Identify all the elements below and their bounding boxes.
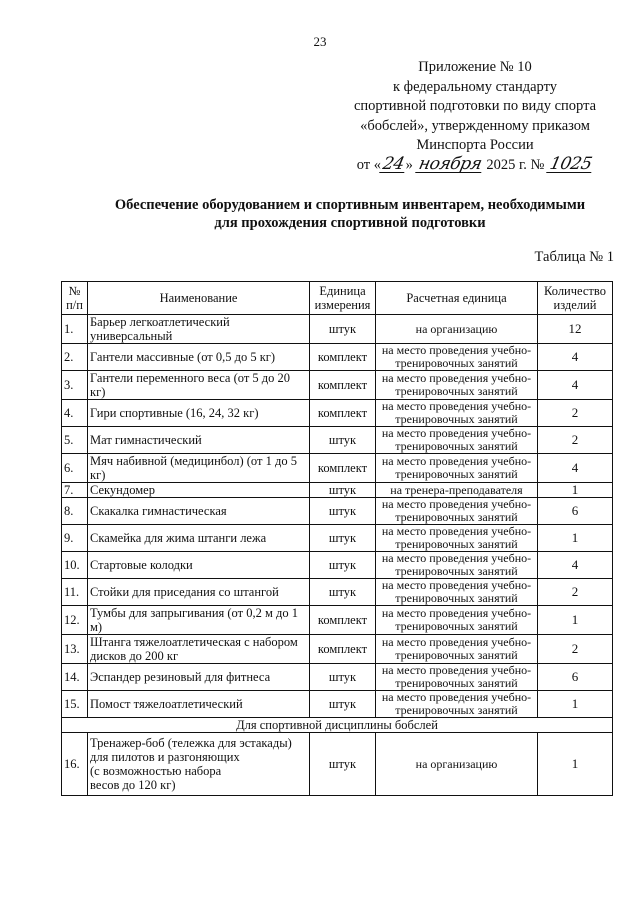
cell-name: Стойки для приседания со штангой xyxy=(88,579,310,606)
cell-calc: на место проведения учебно-тренировочных занятий xyxy=(376,525,538,552)
table-header-row xyxy=(62,282,613,315)
appendix-header xyxy=(330,58,620,175)
table-row xyxy=(62,315,613,344)
cell-num: 3. xyxy=(62,371,88,400)
cell-unit: комплект xyxy=(310,400,376,427)
table-row xyxy=(62,483,613,498)
cell-qty: 1 xyxy=(538,525,613,552)
cell-calc: на место проведения учебно-тренировочных занятий xyxy=(376,664,538,691)
cell-qty: 1 xyxy=(538,606,613,635)
cell-num: 10. xyxy=(62,552,88,579)
table-row xyxy=(62,371,613,400)
cell-name: Секундомер xyxy=(88,483,310,498)
cell-unit: штук xyxy=(310,579,376,606)
cell-name-line: для пилотов и разгоняющих xyxy=(90,750,240,764)
cell-name-line: Тренажер-боб (тележка для эстакады) xyxy=(90,736,292,750)
cell-calc: на место проведения учебно-тренировочных занятий xyxy=(376,454,538,483)
header-qty: Количество изделий xyxy=(538,282,613,315)
table-row xyxy=(62,427,613,454)
appendix-line: Минспорта России xyxy=(416,137,534,153)
appendix-line: Приложение № 10 xyxy=(418,59,532,75)
document-title xyxy=(60,196,640,232)
cell-num: 4. xyxy=(62,400,88,427)
cell-num: 8. xyxy=(62,498,88,525)
cell-name: Помост тяжелоатлетический xyxy=(88,691,310,718)
table-row xyxy=(62,733,613,796)
cell-name: Тумбы для запрыгивания (от 0,2 м до 1 м) xyxy=(88,606,310,635)
handwritten-day: 24 xyxy=(380,153,406,174)
cell-unit: комплект xyxy=(310,606,376,635)
cell-unit: комплект xyxy=(310,344,376,371)
handwritten-order-number: 1025 xyxy=(547,153,594,174)
cell-qty: 1 xyxy=(538,691,613,718)
equipment-table xyxy=(61,281,613,796)
cell-qty: 1 xyxy=(538,733,613,796)
cell-qty: 6 xyxy=(538,664,613,691)
cell-unit: комплект xyxy=(310,371,376,400)
cell-qty: 1 xyxy=(538,483,613,498)
appendix-line: «бобслей», утвержденному приказом xyxy=(360,117,590,134)
header-num: № п/п xyxy=(62,282,88,315)
cell-calc: на место проведения учебно-тренировочных занятий xyxy=(376,691,538,718)
cell-qty: 2 xyxy=(538,427,613,454)
cell-qty: 4 xyxy=(538,344,613,371)
cell-qty: 4 xyxy=(538,552,613,579)
cell-name: Гантели переменного веса (от 5 до 20 кг) xyxy=(88,371,310,400)
date-year: 2025 г. № xyxy=(486,156,545,173)
cell-calc: на место проведения учебно-тренировочных занятий xyxy=(376,552,538,579)
appendix-line: к федеральному стандарту xyxy=(393,78,557,95)
cell-num: 1. xyxy=(62,315,88,344)
cell-num: 12. xyxy=(62,606,88,635)
cell-name: Барьер легкоатлетический универсальный xyxy=(88,315,310,344)
cell-qty: 4 xyxy=(538,371,613,400)
cell-name: Скамейка для жима штанги лежа xyxy=(88,525,310,552)
cell-qty: 4 xyxy=(538,454,613,483)
cell-qty: 6 xyxy=(538,498,613,525)
cell-num: 14. xyxy=(62,664,88,691)
cell-qty: 2 xyxy=(538,635,613,664)
cell-qty: 12 xyxy=(538,315,613,344)
cell-num: 6. xyxy=(62,454,88,483)
cell-unit: штук xyxy=(310,483,376,498)
cell-qty: 2 xyxy=(538,579,613,606)
table-row xyxy=(62,664,613,691)
section-row xyxy=(62,718,613,733)
cell-unit: штук xyxy=(310,315,376,344)
cell-calc: на место проведения учебно-тренировочных занятий xyxy=(376,498,538,525)
handwritten-month: ноября xyxy=(416,153,483,174)
cell-unit: комплект xyxy=(310,635,376,664)
cell-num: 11. xyxy=(62,579,88,606)
cell-num: 7. xyxy=(62,483,88,498)
cell-calc: на место проведения учебно-тренировочных занятий xyxy=(376,400,538,427)
cell-unit: штук xyxy=(310,691,376,718)
table-row xyxy=(62,552,613,579)
cell-calc: на место проведения учебно-тренировочных занятий xyxy=(376,344,538,371)
cell-name: Скакалка гимнастическая xyxy=(88,498,310,525)
cell-num: 5. xyxy=(62,427,88,454)
cell-num: 16. xyxy=(62,733,88,796)
cell-unit: штук xyxy=(310,525,376,552)
cell-name-line: (с возможностью набора xyxy=(90,764,222,778)
cell-unit: комплект xyxy=(310,454,376,483)
header-name: Наименование xyxy=(88,282,310,315)
cell-unit: штук xyxy=(310,733,376,796)
cell-name: Эспандер резиновый для фитнеса xyxy=(88,664,310,691)
cell-calc: на место проведения учебно-тренировочных занятий xyxy=(376,635,538,664)
cell-num: 2. xyxy=(62,344,88,371)
cell-name: Стартовые колодки xyxy=(88,552,310,579)
table-row xyxy=(62,525,613,552)
cell-unit: штук xyxy=(310,498,376,525)
cell-calc: на тренера-преподавателя xyxy=(376,483,538,498)
cell-num: 15. xyxy=(62,691,88,718)
date-mid: » xyxy=(405,156,413,173)
cell-name xyxy=(88,733,310,796)
cell-num: 9. xyxy=(62,525,88,552)
table-row xyxy=(62,344,613,371)
table-row xyxy=(62,579,613,606)
title-line: для прохождения спортивной подготовки xyxy=(214,215,486,231)
header-calc: Расчетная единица xyxy=(376,282,538,315)
section-label: Для спортивной дисциплины бобслей xyxy=(62,718,613,733)
table-row xyxy=(62,400,613,427)
order-date-line xyxy=(330,153,620,176)
cell-name: Гантели массивные (от 0,5 до 5 кг) xyxy=(88,344,310,371)
date-prefix: от « xyxy=(356,156,381,173)
table-row xyxy=(62,498,613,525)
table-row xyxy=(62,454,613,483)
cell-calc: на организацию xyxy=(376,315,538,344)
cell-name: Мяч набивной (медицинбол) (от 1 до 5 кг) xyxy=(88,454,310,483)
cell-unit: штук xyxy=(310,664,376,691)
title-line: Обеспечение оборудованием и спортивным инвентарем, необходимыми xyxy=(114,197,586,213)
cell-qty: 2 xyxy=(538,400,613,427)
cell-unit: штук xyxy=(310,552,376,579)
table-row xyxy=(62,606,613,635)
cell-calc: на место проведения учебно-тренировочных занятий xyxy=(376,427,538,454)
cell-calc: на организацию xyxy=(376,733,538,796)
cell-name: Гири спортивные (16, 24, 32 кг) xyxy=(88,400,310,427)
header-unit: Единица измерения xyxy=(310,282,376,315)
table-label: Таблица № 1 xyxy=(534,249,614,265)
cell-name-line: весов до 120 кг) xyxy=(90,778,176,792)
cell-calc: на место проведения учебно-тренировочных занятий xyxy=(376,579,538,606)
appendix-line: спортивной подготовки по виду спорта xyxy=(353,98,597,114)
table-row xyxy=(62,691,613,718)
table-row xyxy=(62,635,613,664)
cell-name: Штанга тяжелоатлетическая с набором дисков до 200 кг xyxy=(88,635,310,664)
cell-name: Мат гимнастический xyxy=(88,427,310,454)
cell-calc: на место проведения учебно-тренировочных занятий xyxy=(376,606,538,635)
page-number: 23 xyxy=(313,34,327,49)
cell-num: 13. xyxy=(62,635,88,664)
cell-unit: штук xyxy=(310,427,376,454)
cell-calc: на место проведения учебно-тренировочных занятий xyxy=(376,371,538,400)
